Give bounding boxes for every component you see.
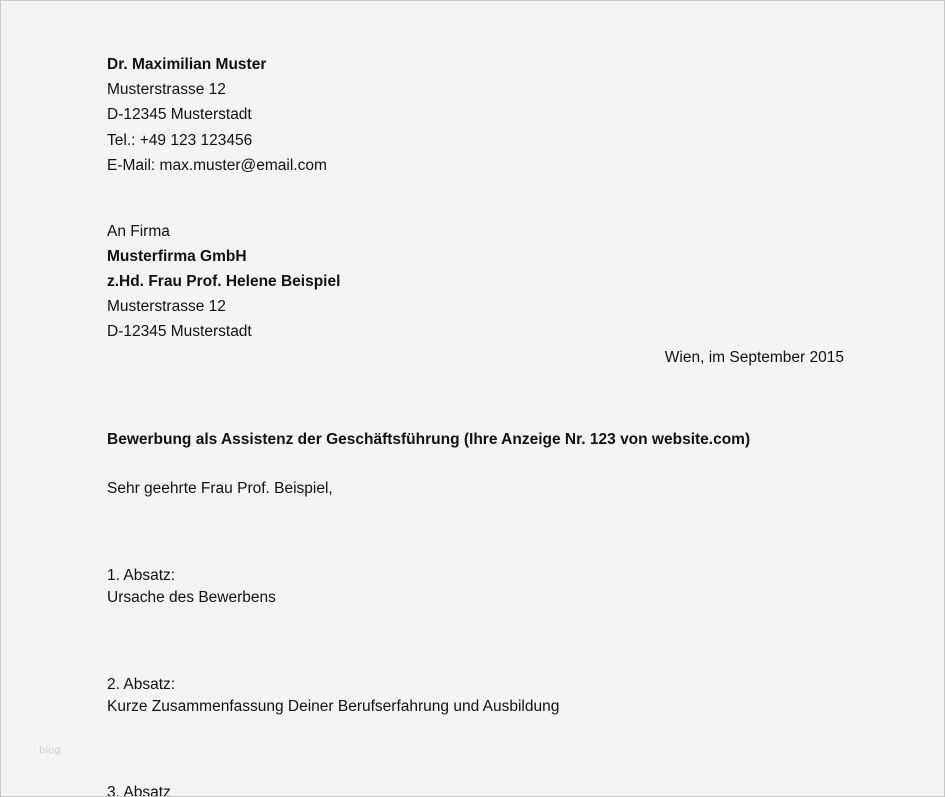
paragraph-2-heading: 2. Absatz: bbox=[107, 676, 176, 693]
paragraph-3-heading: 3. Absatz bbox=[107, 784, 171, 797]
sender-name: Dr. Maximilian Muster bbox=[107, 56, 267, 73]
sender-email: E-Mail: max.muster@email.com bbox=[107, 157, 327, 174]
recipient-street: Musterstrasse 12 bbox=[107, 298, 226, 315]
letter-salutation: Sehr geehrte Frau Prof. Beispiel, bbox=[107, 480, 333, 497]
letter-subject: Bewerbung als Assistenz der Geschäftsführung (Ihre Anzeige Nr. 123 von website.com) bbox=[107, 431, 751, 448]
recipient-prefix: An Firma bbox=[107, 223, 170, 240]
letter-date: Wien, im September 2015 bbox=[664, 349, 844, 366]
sender-phone: Tel.: +49 123 123456 bbox=[107, 132, 253, 149]
paragraph-2-text: Kurze Zusammenfassung Deiner Berufserfahrung und Ausbildung bbox=[107, 698, 560, 715]
paragraph-1-heading: 1. Absatz: bbox=[107, 567, 176, 584]
recipient-company: Musterfirma GmbH bbox=[107, 248, 247, 265]
watermark-text: blog bbox=[39, 745, 61, 756]
recipient-attention: z.Hd. Frau Prof. Helene Beispiel bbox=[107, 273, 341, 290]
sender-city: D-12345 Musterstadt bbox=[107, 106, 252, 123]
recipient-city: D-12345 Musterstadt bbox=[107, 323, 252, 340]
sender-street: Musterstrasse 12 bbox=[107, 81, 226, 98]
paragraph-1-text: Ursache des Bewerbens bbox=[107, 589, 276, 606]
